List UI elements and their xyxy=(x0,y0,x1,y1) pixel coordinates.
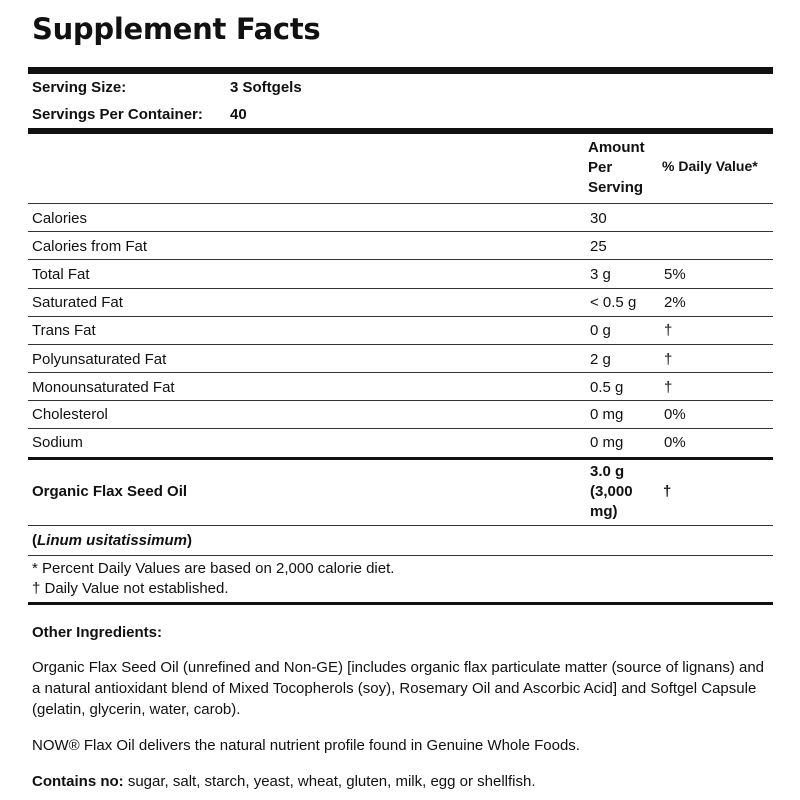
nutrient-amount: 0 mg xyxy=(590,406,624,423)
servings-per-container-value: 40 xyxy=(230,106,247,123)
serving-thick-rule xyxy=(28,128,773,134)
servings-per-container-label: Servings Per Container: xyxy=(32,106,203,123)
serving-size-value: 3 Softgels xyxy=(230,79,302,96)
contains-no-label: Contains no: xyxy=(32,773,124,790)
row-divider xyxy=(28,400,773,401)
other-ingredients-heading: Other Ingredients: xyxy=(32,624,163,641)
nutrient-dv: † xyxy=(664,351,673,368)
nutrient-name: Sodium xyxy=(32,434,83,451)
nutrient-name: Total Fat xyxy=(32,266,90,283)
flax-amount-line: mg) xyxy=(590,503,618,520)
row-divider xyxy=(28,316,773,317)
nutrient-dv: † xyxy=(664,379,673,396)
amount-per-serving-header xyxy=(588,138,658,198)
row-divider xyxy=(28,372,773,373)
nutrient-name: Polyunsaturated Fat xyxy=(32,351,167,368)
nutrient-amount: 0 mg xyxy=(590,434,624,451)
row-divider xyxy=(28,344,773,345)
nutrient-amount: 2 g xyxy=(590,351,611,368)
row-divider xyxy=(28,428,773,429)
latin-divider xyxy=(28,555,773,556)
latin-name xyxy=(32,532,772,549)
row-divider xyxy=(28,288,773,289)
daily-value-header: % Daily Value* xyxy=(662,158,758,174)
flax-divider xyxy=(28,525,773,526)
header-divider xyxy=(28,203,773,204)
page-title: Supplement Facts xyxy=(32,12,321,46)
contains-no-line xyxy=(32,773,536,790)
bottom-thick-rule xyxy=(28,602,773,605)
contains-no-text: sugar, salt, starch, yeast, wheat, gluten, milk, egg or shellfish. xyxy=(123,773,536,790)
amount-header-line: Amount xyxy=(588,139,645,156)
nutrient-dv: 2% xyxy=(664,294,686,311)
nutrient-name: Trans Fat xyxy=(32,322,96,339)
nutrient-name: Cholesterol xyxy=(32,406,108,423)
flax-oil-dv: † xyxy=(663,483,672,500)
latin-close-paren: ) xyxy=(187,532,193,549)
dagger-note: † Daily Value not established. xyxy=(32,580,229,597)
other-ingredients-text: Organic Flax Seed Oil (unrefined and Non-GE) [includes organic flax particulate matter (source of lignans) and a natural antioxidant blend of Mixed Tocopherols (soy), Rosemary Oil and Ascorbic Acid] and Softgel Capsule (gelatin, glycerin, water, carob). xyxy=(32,659,765,718)
nutrient-name: Saturated Fat xyxy=(32,294,123,311)
nutrient-amount: 30 xyxy=(590,210,607,227)
nutrient-amount: < 0.5 g xyxy=(590,294,637,311)
percent-daily-note: * Percent Daily Values are based on 2,000 calorie diet. xyxy=(32,560,395,577)
nutrient-dv: 5% xyxy=(664,266,686,283)
nutrient-amount: 0.5 g xyxy=(590,379,624,396)
nutrient-name: Calories xyxy=(32,210,88,227)
amount-header-line: Per xyxy=(588,159,613,176)
nutrient-name: Monounsaturated Fat xyxy=(32,379,175,396)
flax-amount-line: (3,000 xyxy=(590,483,633,500)
row-divider xyxy=(28,231,773,232)
flax-oil-name: Organic Flax Seed Oil xyxy=(32,483,188,500)
amount-header-line: Serving xyxy=(588,179,644,196)
nutrients-thick-rule xyxy=(28,457,773,460)
nutrient-amount: 3 g xyxy=(590,266,611,283)
latin-name-text: Linum usitatissimum xyxy=(37,532,188,549)
flax-oil-amount xyxy=(590,462,633,522)
nutrient-amount: 25 xyxy=(590,238,607,255)
nutrient-dv: 0% xyxy=(664,434,686,451)
nutrient-dv: 0% xyxy=(664,406,686,423)
serving-size-label: Serving Size: xyxy=(32,79,127,96)
nutrient-amount: 0 g xyxy=(590,322,611,339)
top-thick-rule xyxy=(28,67,773,74)
nutrient-name: Calories from Fat xyxy=(32,238,148,255)
nutrient-dv: † xyxy=(664,322,673,339)
flax-amount-line: 3.0 g xyxy=(590,463,625,480)
row-divider xyxy=(28,259,773,260)
latin-open-paren: ( xyxy=(32,532,37,549)
flax-oil-statement: NOW® Flax Oil delivers the natural nutrient profile found in Genuine Whole Foods. xyxy=(32,737,580,754)
